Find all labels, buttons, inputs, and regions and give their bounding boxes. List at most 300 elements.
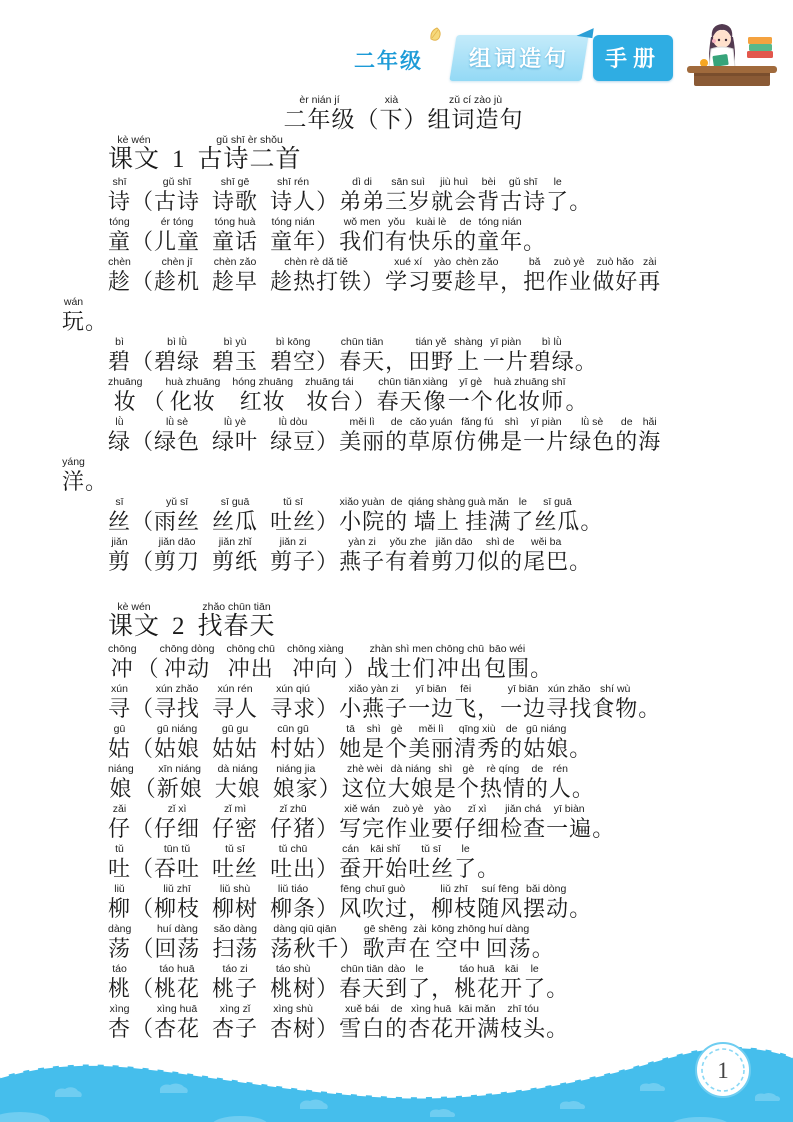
pinyin-text <box>85 456 108 469</box>
ruby-token <box>212 843 258 881</box>
pinyin-text <box>569 536 592 549</box>
ruby-token <box>316 536 339 574</box>
pinyin-text: liǔ <box>114 883 125 895</box>
hanzi-text: 开始 <box>362 856 409 881</box>
hanzi-text: 小院 <box>339 509 386 534</box>
ruby-token <box>108 723 131 761</box>
ruby-token <box>154 416 200 454</box>
pinyin-text: yī biàn <box>553 803 585 815</box>
hanzi-text: 的 <box>385 429 409 454</box>
pinyin-text: zhǎo chūn tiān <box>202 601 271 613</box>
pinyin-text: xún <box>111 683 128 695</box>
ruby-token <box>339 176 385 214</box>
pinyin-text: lǜ sè <box>581 416 604 428</box>
pinyin-text: gū gu <box>221 723 249 735</box>
hanzi-text: 柳枝 <box>431 896 478 921</box>
ruby-token <box>408 883 431 921</box>
hanzi-text: 墙上 <box>413 509 460 534</box>
ruby-token <box>404 94 428 132</box>
pinyin-text <box>131 683 154 696</box>
ruby-token <box>592 256 638 294</box>
hanzi-text: （ <box>131 816 155 841</box>
hanzi-text: ） <box>343 656 367 681</box>
pinyin-text: zhè wèi <box>346 763 383 775</box>
pinyin-text: liǔ shù <box>219 883 251 895</box>
hanzi-text: 的 <box>454 229 478 254</box>
pinyin-text: zuò yè <box>553 256 585 268</box>
pinyin-text: chèn jī <box>161 256 193 268</box>
hanzi-text: 。 <box>565 389 589 414</box>
pinyin-text: xiǎo yàn zi <box>348 683 399 695</box>
pinyin-text: huí dàng <box>156 923 198 935</box>
pinyin-text: měi lì <box>349 416 375 428</box>
pinyin-text: zài <box>642 256 657 268</box>
pinyin-text: wěi ba <box>530 536 562 548</box>
pinyin-text: xún zhǎo <box>155 683 199 695</box>
ruby-token <box>212 683 258 721</box>
pinyin-text: chūn tiān <box>340 336 384 348</box>
pinyin-text: xīn niáng <box>158 763 202 775</box>
ruby-token <box>154 923 200 961</box>
ruby-token <box>339 803 385 841</box>
ruby-token <box>62 456 85 494</box>
hanzi-text: 冲出 <box>436 656 483 681</box>
ruby-token <box>511 496 534 534</box>
ruby-token <box>270 963 316 1001</box>
pinyin-text <box>316 723 339 736</box>
ruby-token <box>198 134 302 172</box>
hanzi-text: （ <box>131 189 155 214</box>
hanzi-text: （ <box>355 107 380 132</box>
hanzi-text: 趁热打铁 <box>270 269 363 294</box>
ruby-token <box>212 416 258 454</box>
hanzi-text: 找春天 <box>197 613 276 640</box>
pinyin-text: hóng zhuāng <box>232 376 294 388</box>
pinyin-text: wán <box>63 296 84 308</box>
entry-line <box>62 923 745 961</box>
hanzi-text: 回荡 <box>485 936 532 961</box>
page-number-badge <box>696 1043 750 1097</box>
hanzi-text: 剪刀 <box>431 549 478 574</box>
grade-label: 二年级 <box>353 50 423 73</box>
ruby-token <box>569 883 592 921</box>
hanzi-text: 。 <box>530 656 554 681</box>
hanzi-text: 荡秋千 <box>270 936 340 961</box>
pinyin-text: kōng zhōng <box>431 923 486 935</box>
ruby-token <box>572 763 595 801</box>
pinyin-text: zuò hǎo <box>596 256 634 268</box>
ruby-token <box>500 963 523 1001</box>
pinyin-text <box>592 803 615 816</box>
hanzi-text: 。 <box>571 776 595 801</box>
pinyin-text: yī piàn <box>530 416 562 428</box>
pinyin-text: sī guā <box>543 496 572 508</box>
ruby-token <box>316 216 339 254</box>
pinyin-text <box>569 723 592 736</box>
pinyin-text <box>131 256 154 269</box>
pinyin-text: jiǎn dāo <box>158 536 196 548</box>
ruby-token <box>131 923 154 961</box>
pinyin-text: zǐ mì <box>223 803 247 815</box>
ruby-token <box>339 496 385 534</box>
pinyin-text: xìng shù <box>273 1003 313 1015</box>
pinyin-text: chōng dòng <box>159 643 215 655</box>
hanzi-text: 童年 <box>270 229 317 254</box>
ruby-token <box>477 216 523 254</box>
pinyin-text: lǜ dòu <box>278 416 308 428</box>
pinyin-text: zǔ cí zào jù <box>448 94 503 106</box>
pinyin-text: zhī tóu <box>507 1003 539 1015</box>
hanzi-text: 食物 <box>592 696 639 721</box>
ruby-token <box>523 723 569 761</box>
hanzi-text: 人 <box>548 776 572 801</box>
ruby-token <box>408 416 454 454</box>
hanzi-text: ） <box>316 976 340 1001</box>
ruby-token <box>477 843 500 881</box>
footer-wave <box>0 1027 793 1122</box>
ruby-token <box>592 803 615 841</box>
pinyin-text: xìng huā <box>156 1003 198 1015</box>
pinyin-text: chuī guò <box>364 883 406 895</box>
ruby-token <box>546 963 569 1001</box>
pinyin-text: sī guā <box>220 496 250 508</box>
pinyin-text <box>638 683 661 696</box>
ruby-token <box>270 883 316 921</box>
pinyin-text: gū <box>113 723 126 735</box>
hanzi-text: 桃树 <box>270 976 317 1001</box>
hanzi-text: 桃花 <box>454 976 501 1001</box>
pinyin-text: měi lì <box>418 723 444 735</box>
entry-line <box>62 763 745 801</box>
hanzi-text: 。 <box>569 736 593 761</box>
ruby-token <box>454 723 500 761</box>
pinyin-text <box>477 683 500 696</box>
hanzi-text: 蚕 <box>339 856 363 881</box>
pinyin-text: èr nián jí <box>299 94 340 106</box>
pinyin-text: xiě wán <box>344 803 380 815</box>
ruby-token <box>500 256 523 294</box>
ruby-token <box>154 803 200 841</box>
pinyin-text <box>131 723 154 736</box>
hanzi-text: ） <box>316 1016 340 1041</box>
pinyin-text: bì <box>115 336 124 348</box>
hanzi-text: ） <box>318 776 342 801</box>
hanzi-text: 尾巴 <box>523 549 570 574</box>
hanzi-text: 古诗 <box>154 189 201 214</box>
ruby-token <box>108 536 131 574</box>
hanzi-text: 小燕子 <box>339 696 409 721</box>
ruby-token <box>523 963 546 1001</box>
ruby-token <box>339 683 408 721</box>
lesson-heading <box>62 601 745 639</box>
ruby-token <box>615 416 638 454</box>
pinyin-text <box>569 176 592 189</box>
ruby-token <box>131 496 154 534</box>
ruby-token <box>431 803 454 841</box>
hanzi-text: 似的 <box>477 549 524 574</box>
pinyin-text <box>575 336 598 349</box>
hanzi-text: 。 <box>477 856 501 881</box>
ruby-token <box>356 94 380 132</box>
pinyin-text: gǔ shī èr shǒu <box>216 134 283 146</box>
hanzi-text: 。 <box>638 696 662 721</box>
hanzi-text: （ <box>131 349 155 374</box>
pinyin-text <box>530 643 553 656</box>
pinyin-text: huà zhuāng shī <box>493 376 566 388</box>
hanzi-text: 妆 <box>113 389 137 414</box>
hanzi-text: 碧绿 <box>528 349 575 374</box>
hanzi-text: 碧 <box>108 349 132 374</box>
ruby-token <box>131 216 154 254</box>
hanzi-text: （ <box>131 896 155 921</box>
pinyin-text: chōng chū <box>435 643 485 655</box>
ruby-token <box>454 216 477 254</box>
hanzi-text: 杏花 <box>408 1016 455 1041</box>
hanzi-text: 随风 <box>477 896 524 921</box>
hanzi-text: 的 <box>385 1016 409 1041</box>
hanzi-text: 到 <box>385 976 409 1001</box>
pinyin-text <box>316 803 339 816</box>
ruby-token <box>154 256 200 294</box>
hanzi-text: 丝瓜 <box>534 509 581 534</box>
ruby-token <box>316 176 339 214</box>
ruby-token <box>500 683 546 721</box>
hanzi-text: 古诗 <box>500 189 547 214</box>
hanzi-text: 一边 <box>408 696 455 721</box>
hanzi-text: ） <box>339 936 363 961</box>
ruby-token <box>131 683 154 721</box>
pinyin-text: liǔ tiáo <box>277 883 309 895</box>
ruby-token <box>431 923 485 961</box>
hanzi-text: 红妆 <box>239 389 286 414</box>
hanzi-text: 仔猪 <box>270 816 317 841</box>
ruby-token <box>212 176 258 214</box>
hanzi-text: 是 <box>433 776 457 801</box>
hanzi-text: ， <box>431 976 455 1001</box>
hanzi-text: 一遍 <box>546 816 593 841</box>
ruby-token <box>486 923 532 961</box>
ruby-token <box>85 456 108 494</box>
pinyin-text <box>131 416 154 429</box>
entry-line <box>62 456 745 494</box>
pinyin-text: shì <box>366 723 381 735</box>
pinyin-text: lǜ sè <box>165 416 189 428</box>
pinyin-text <box>546 1003 569 1016</box>
ruby-token <box>500 803 546 841</box>
pinyin-text: dà niáng <box>390 763 431 775</box>
pinyin-text: táo zi <box>222 963 248 975</box>
ruby-token <box>339 416 385 454</box>
pinyin-text <box>523 216 546 229</box>
pinyin-text: bèi <box>481 176 496 188</box>
hanzi-text: 杏树 <box>270 1016 317 1041</box>
pinyin-text <box>362 256 385 269</box>
pinyin-text: huà zhuāng <box>165 376 221 388</box>
hanzi-text: 诗歌 <box>212 189 259 214</box>
hanzi-text: 扫荡 <box>212 936 259 961</box>
ruby-token <box>385 496 408 534</box>
ruby-token <box>385 963 408 1001</box>
pinyin-text: yī piàn <box>490 336 522 348</box>
ruby-token <box>316 683 339 721</box>
pinyin-text: xué xí <box>394 256 423 268</box>
ruby-token <box>108 256 131 294</box>
ruby-token <box>270 336 316 374</box>
ruby-token <box>362 256 385 294</box>
ruby-token <box>546 683 592 721</box>
pinyin-text: xià <box>384 94 399 106</box>
hanzi-text: 荡 <box>108 936 132 961</box>
pinyin-text: jiǎn dāo <box>435 536 473 548</box>
hanzi-text: 柳条 <box>270 896 317 921</box>
pinyin-text: de <box>390 496 403 508</box>
pinyin-text: táo huā <box>159 963 195 975</box>
ruby-token <box>362 723 385 761</box>
ruby-token <box>388 763 434 801</box>
pinyin-text: tǔ sī <box>225 843 245 855</box>
pinyin-text <box>580 496 603 509</box>
pinyin-text <box>477 843 500 856</box>
ruby-token <box>408 843 454 881</box>
hanzi-text: （ <box>131 936 155 961</box>
hanzi-text: 开满 <box>454 1016 501 1041</box>
pinyin-text: tóng nián <box>478 216 522 228</box>
hanzi-text: 弟弟 <box>339 189 386 214</box>
ruby-token <box>448 376 494 414</box>
hanzi-text: 柳树 <box>212 896 259 921</box>
ruby-token <box>362 923 408 961</box>
ruby-token <box>592 683 638 721</box>
hanzi-text: 。 <box>531 936 555 961</box>
ruby-token <box>172 134 186 172</box>
pinyin-text: niáng <box>108 763 134 775</box>
hanzi-text: 的 <box>385 509 409 534</box>
pinyin-text: gū niáng <box>526 723 567 735</box>
pinyin-text: bì yù <box>223 336 247 348</box>
hanzi-text: 诗 <box>108 189 132 214</box>
pinyin-text: le <box>530 963 539 975</box>
hanzi-text: ， <box>385 349 409 374</box>
hanzi-text: 娘家 <box>272 776 319 801</box>
pinyin-text <box>316 176 339 189</box>
hanzi-text: 仿佛 <box>454 429 501 454</box>
pinyin-text: de <box>531 763 544 775</box>
pinyin-text: le <box>518 496 527 508</box>
hanzi-text: 。 <box>523 229 547 254</box>
ruby-token <box>477 536 523 574</box>
pinyin-text: de <box>620 416 633 428</box>
hanzi-text: 是 <box>362 736 386 761</box>
pinyin-text: zuò yè <box>392 803 424 815</box>
hanzi-text: 杏花 <box>154 1016 201 1041</box>
hanzi-text: 春天 <box>339 349 386 374</box>
ruby-token <box>160 643 215 681</box>
hanzi-text: 杏 <box>108 1016 132 1041</box>
pinyin-text: tā <box>346 723 355 735</box>
hanzi-text: （ <box>136 656 160 681</box>
ruby-token <box>270 683 316 721</box>
ruby-token <box>172 601 186 639</box>
ruby-token <box>316 496 339 534</box>
pinyin-text: chōng chū <box>226 643 275 655</box>
hanzi-text: 海 <box>638 429 662 454</box>
ruby-token <box>483 336 529 374</box>
teacher-illustration <box>681 17 781 94</box>
pinyin-text: zǐ xì <box>167 803 187 815</box>
ruby-token <box>215 763 261 801</box>
ruby-token <box>134 763 157 801</box>
pinyin-text <box>131 496 154 509</box>
hanzi-text: 古诗二首 <box>197 146 302 173</box>
hanzi-text: 吐出 <box>270 856 317 881</box>
ruby-token <box>108 216 131 254</box>
ruby-token <box>477 883 523 921</box>
ruby-token <box>454 683 477 721</box>
hanzi-text: ， <box>500 269 524 294</box>
pinyin-text: jiù huì <box>440 176 469 188</box>
hanzi-text: （ <box>131 736 155 761</box>
entry-line <box>62 803 745 841</box>
hanzi-text: 。 <box>592 816 616 841</box>
hanzi-text: 包围 <box>484 656 531 681</box>
document-title <box>62 94 745 132</box>
ruby-token <box>436 643 484 681</box>
ruby-token <box>454 256 500 294</box>
ruby-token <box>408 496 465 534</box>
ruby-token <box>569 176 592 214</box>
ruby-token <box>316 336 339 374</box>
hanzi-text: ） <box>316 509 340 534</box>
pinyin-text <box>339 923 362 936</box>
pinyin-text: gè <box>390 723 403 735</box>
hanzi-text: ） <box>316 349 340 374</box>
hanzi-text: 一边 <box>500 696 547 721</box>
hanzi-text: ） <box>316 549 340 574</box>
hanzi-text: 娘 <box>109 776 133 801</box>
hanzi-text: 了 <box>546 189 570 214</box>
ruby-token <box>131 963 154 1001</box>
ruby-token <box>480 763 526 801</box>
ruby-token <box>362 843 408 881</box>
hanzi-text: 桃 <box>108 976 132 1001</box>
hanzi-text: 姑娘 <box>523 736 570 761</box>
hanzi-text: 个 <box>456 776 480 801</box>
hanzi-text: 作业 <box>385 816 432 841</box>
pinyin-text <box>134 763 157 776</box>
pinyin-text: shàng <box>454 336 483 348</box>
hanzi-text: 空中 <box>435 936 482 961</box>
hanzi-text: 美丽 <box>339 429 386 454</box>
ruby-token <box>575 336 598 374</box>
pinyin-text: yǒu zhe <box>389 536 427 548</box>
ruby-token <box>339 723 362 761</box>
ruby-token <box>154 216 200 254</box>
pinyin-text: chūn tiān <box>378 376 421 388</box>
pinyin-text <box>316 1003 339 1016</box>
hanzi-text: 雨丝 <box>154 509 201 534</box>
hanzi-text: （ <box>133 776 157 801</box>
hanzi-text: 写完 <box>339 816 386 841</box>
pinyin-text: xìng zǐ <box>219 1003 251 1015</box>
hanzi-text: 2 <box>172 613 186 640</box>
pinyin-text: huí dàng <box>488 923 530 935</box>
ruby-token <box>339 843 362 881</box>
hanzi-text: 燕子 <box>339 549 386 574</box>
hanzi-text: 寻找 <box>154 696 201 721</box>
pinyin-text: cūn gū <box>277 723 309 735</box>
ruby-token <box>566 376 589 414</box>
pinyin-text: niáng jia <box>276 763 316 775</box>
